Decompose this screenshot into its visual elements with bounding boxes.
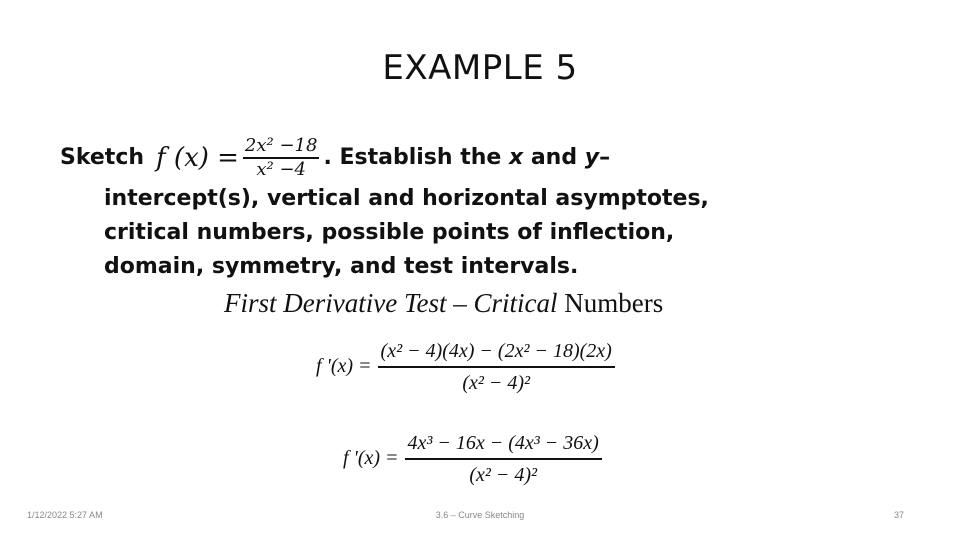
- problem-line-4: domain, symmetry, and test intervals.: [104, 254, 579, 279]
- equation-1-lhs: f '(x) =: [316, 355, 372, 378]
- footer-page-number: 37: [893, 510, 904, 520]
- function-fraction: [243, 135, 320, 181]
- and-word: and: [523, 145, 585, 170]
- footer-title: 3.6 – Curve Sketching: [435, 510, 525, 520]
- fraction-denominator: x² −4: [256, 158, 306, 180]
- subheading-italic: First Derivative Test – Critical: [224, 288, 558, 318]
- sketch-word: Sketch: [60, 145, 145, 170]
- subheading-roman: Numbers: [557, 288, 664, 318]
- y-variable: y: [584, 145, 600, 170]
- problem-line-3: critical numbers, possible points of inflection,: [104, 220, 675, 245]
- function-name: f (x) =: [156, 143, 239, 173]
- slide-title: EXAMPLE 5: [382, 48, 578, 88]
- equation-2-fraction: [405, 428, 602, 490]
- dash: –: [599, 145, 611, 170]
- footer-date: 1/12/2022 5:27 AM: [27, 510, 103, 520]
- fraction-numerator: 2x² −18: [244, 135, 318, 157]
- equation-2-numerator: 4x³ − 16x − (4x³ − 36x): [407, 432, 599, 454]
- subheading: [224, 286, 784, 320]
- equation-2-lhs: f '(x) =: [343, 447, 399, 470]
- problem-statement: [60, 134, 860, 284]
- equation-1-fraction: [378, 336, 615, 398]
- derivative-equation-1: [316, 336, 615, 398]
- problem-line-2: intercept(s), vertical and horizontal asymptotes,: [104, 186, 709, 211]
- problem-after-text: . Establish the: [323, 145, 509, 170]
- equation-1-denominator: (x² − 4)²: [462, 371, 531, 394]
- equation-1-numerator: (x² − 4)(4x) − (2x² − 18)(2x): [380, 340, 612, 362]
- problem-line-1: [60, 134, 860, 182]
- equation-2-denominator: (x² − 4)²: [469, 463, 538, 486]
- x-variable: x: [508, 145, 524, 170]
- derivative-equation-2: [343, 428, 602, 490]
